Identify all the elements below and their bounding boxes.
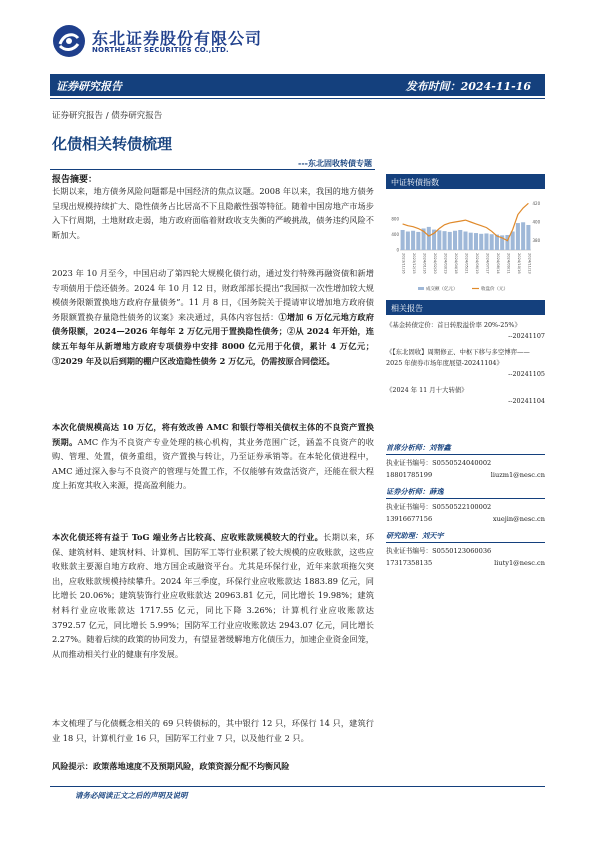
paragraph-4-text: 长期以来，环保、建筑材料、建筑材料、计算机、国防军工等行业积累了较大规模的应收账款，这些应收账款主要源自地方政府、地方国企或融资平台。尤其是环保行业，近年来款项拖欠突出，应收账款规模持续攀升。2024 年三季度，环保行业应收账款达 1883.89 亿元，同比增长 20.06%；建筑装饰行业应收账款达 20963.81 亿元，同比增长 19.98%；建筑材料行业应收账款达 1717.55 亿元，同比下降 3.26%；计算机行业应收账款达 3792.57 亿元，同比增长 5.99%；国防军工行业应收账款达 2943.07 亿元，同比增长 2.27%。随着后续的政策的协同发力，有望显著缓解地方化债压力，加速企业资金回笼，从而推动相关行业的健康有序发展。 [52,532,374,659]
paragraph-2-text: 2023 年 10 月至今，中国启动了第四轮大规模化债行动，通过发行特殊再融资债和新增专项债用于偿还债务。2024 年 10 月 12 日，财政部部长提出“我国拟一次性增加较大规模债务限额置换地方政府存量债务”。11 月 8 日，《国务院关于提请审议增加地方政府债务限额置换存量隐性债务的议案》来决通过，具体内容包括： [52,268,374,322]
breadcrumb: 证券研究报告 / 债券研究报告 [52,111,163,121]
volume-bar [516,223,520,250]
volume-bar [411,231,415,250]
report-subtitle: ---东北固收转债专题 [298,158,372,168]
analyst-phone: 17317358135 [386,559,433,567]
analyst-cert: 执业证书编号：S0550123060036 [386,547,492,555]
y-left-tick-label: 0 [396,247,399,253]
x-tick-label: 2024/05/21 [464,253,469,274]
volume-bar [401,230,405,250]
volume-bar [469,233,473,250]
company-logo [52,24,282,60]
analyst-email[interactable]: liuty1@nesc.cn [494,559,545,567]
volume-bar [406,232,410,250]
analyst-phone: 13916677156 [386,515,433,523]
related-report-date: --20241107 [508,332,545,340]
volume-bar [458,230,462,250]
paragraph-3-bold: 本次化债规模高达 10 万亿，将有效改善 AMC 和银行等相关债权主体的不良资产置换预期。 [52,422,374,447]
volume-bar [511,232,515,250]
volume-bar [416,232,420,250]
x-tick-label: 2024/01/16 [422,253,427,274]
analyst-heading: 证券分析师：薛逸 [386,486,545,499]
related-report-title[interactable]: 《2024 年 11 月十大转债》 [386,386,468,394]
volume-bar [427,227,431,250]
related-heading: 相关报告 [386,300,545,315]
volume-bar [443,231,447,250]
analyst-card [386,442,545,481]
summary-paragraph-3 [52,420,374,493]
volume-bar [521,222,525,250]
related-report-date: --20241105 [508,370,545,378]
y-right-tick-label: 420 [532,200,541,206]
analyst-card [386,530,545,569]
legend-label-volume: 成交额（亿元） [426,287,458,292]
analyst-card [386,486,545,525]
volume-bar [490,234,494,250]
index-chart [386,190,545,294]
company-logo-icon [52,24,86,58]
related-reports [386,300,545,407]
x-tick-label: 2024/11/13 [527,253,532,274]
analyst-cert: 执业证书编号：S0550524040002 [386,459,492,467]
volume-bar [437,230,441,250]
y-right-tick-label: 400 [532,219,541,225]
footer-rule [50,786,545,787]
analyst-email[interactable]: liuzm1@nesc.cn [490,471,545,479]
report-type: 证券研究报告 [56,80,122,93]
volume-bar [453,231,457,250]
analyst-phone: 18801785199 [386,471,433,479]
x-tick-label: 2023/12/15 [412,253,417,274]
index-chart-panel [386,174,545,294]
x-tick-label: 2024/06/19 [474,253,479,274]
paragraph-4-bold: 本次化债还将有益于 ToG 端业务占比较高、应收账款规模较大的行业。 [52,532,324,542]
x-tick-label: 2024/10/16 [516,253,521,274]
analyst-cert: 执业证书编号：S0550522100002 [386,503,492,511]
volume-bar [448,232,452,250]
volume-bar [484,233,488,250]
summary-paragraph-2 [52,266,374,368]
summary-paragraph-1: 长期以来，地方债务风险问题都是中国经济的焦点议题。2008 年以来，我国的地方债务呈现出规模持续扩大、隐性债务占比居高不下且隐蔽性强等特征。随着中国房地产市场步入下行周期，土地财政走弱，地方政府面临着财政收支失衡的严峻挑战，债务违约风险不断加大。 [52,186,374,240]
company-name-en: NORTHEAST SECURITIES CO.,LTD. [92,46,229,54]
company-name-cn: 东北证券股份有限公司 [92,29,263,48]
y-left-tick-label: 800 [391,216,399,222]
legend-label-close: 收盘价（元） [481,287,508,292]
summary-heading: 报告摘要： [52,175,98,185]
report-banner [50,74,545,96]
x-tick-label: 2024/08/14 [495,253,500,274]
analyst-heading: 首席分析师：刘智鑫 [386,442,545,455]
y-right-tick-label: 380 [532,238,541,244]
y-left-tick-label: 400 [391,232,399,238]
legend-swatch-volume [418,287,424,290]
risk-warning: 风险提示：政策落地速度不及预期风险，政策资源分配不均衡风险 [52,761,290,771]
analyst-email[interactable]: xuejin@nesc.cn [492,515,545,523]
publish-date: 发布时间：2024-11-16 [405,80,531,93]
summary-paragraph-4 [52,530,374,661]
paragraph-3-text: AMC 作为不良资产专业处理的核心机构，其业务范围广泛，涵盖不良资产的收购、管理、处置，债务重组，资产置换与转让，乃至证券承销等。在本轮化债进程中，AMC 通过深入参与不良资产的管理与处置工作，不仅能够有效盘活资产，还能在很大程度上拓宽其收入来源，提高盈利能力。 [52,436,374,491]
x-tick-label: 2024/02/20 [433,253,438,274]
volume-bar [479,234,483,250]
volume-bar [474,233,478,250]
paragraph-2-bold: ①增加 6 万亿元地方政府债务限额，2024—2026 年每年 2 万亿元用于置换隐性债务；②从 2024 年开始，连续五年每年从新增地方政府专项债券中安排 8000 亿元用于化债，累计 4 万亿元；③2029 年及以后到期的棚户区改造隐性债务 2 万亿元，仍需按原合同偿还。 [52,311,374,366]
related-report-date: --20241104 [508,397,545,405]
related-report-title[interactable]: 《基金转债定价：首日转股溢价率 20%-25%》 [386,321,521,329]
x-tick-label: 2024/04/18 [454,253,459,274]
report-title: 化债相关转债梳理 [52,135,173,153]
volume-bar [463,232,467,250]
footer-disclaimer[interactable]: 请务必阅读正文之后的声明及说明 [75,791,188,800]
x-tick-label: 2024/09/11 [506,253,511,274]
chart-heading: 中证转债指数 [386,174,545,189]
title-rule [50,169,375,170]
x-tick-label: 2024/07/17 [485,253,490,274]
analyst-heading: 研究助理：刘天宇 [386,530,545,543]
x-tick-label: 2023/11/16 [401,253,406,274]
x-tick-label: 2024/03/19 [443,253,448,274]
related-report-title[interactable]: 《【东北固收】周期修正、中枢下移与多空博弈——2025 年债券市场年度展望-20241104》 [386,348,530,367]
summary-paragraph-5: 本文梳理了与化债概念相关的 69 只转债标的，其中银行 12 只，环保行 14 只，建筑行业 18 只，计算机行业 16 只，国防军工行业 7 只，以及他行业 2 只。 [52,718,374,743]
volume-bar [526,225,530,250]
banner-rule [50,98,545,99]
